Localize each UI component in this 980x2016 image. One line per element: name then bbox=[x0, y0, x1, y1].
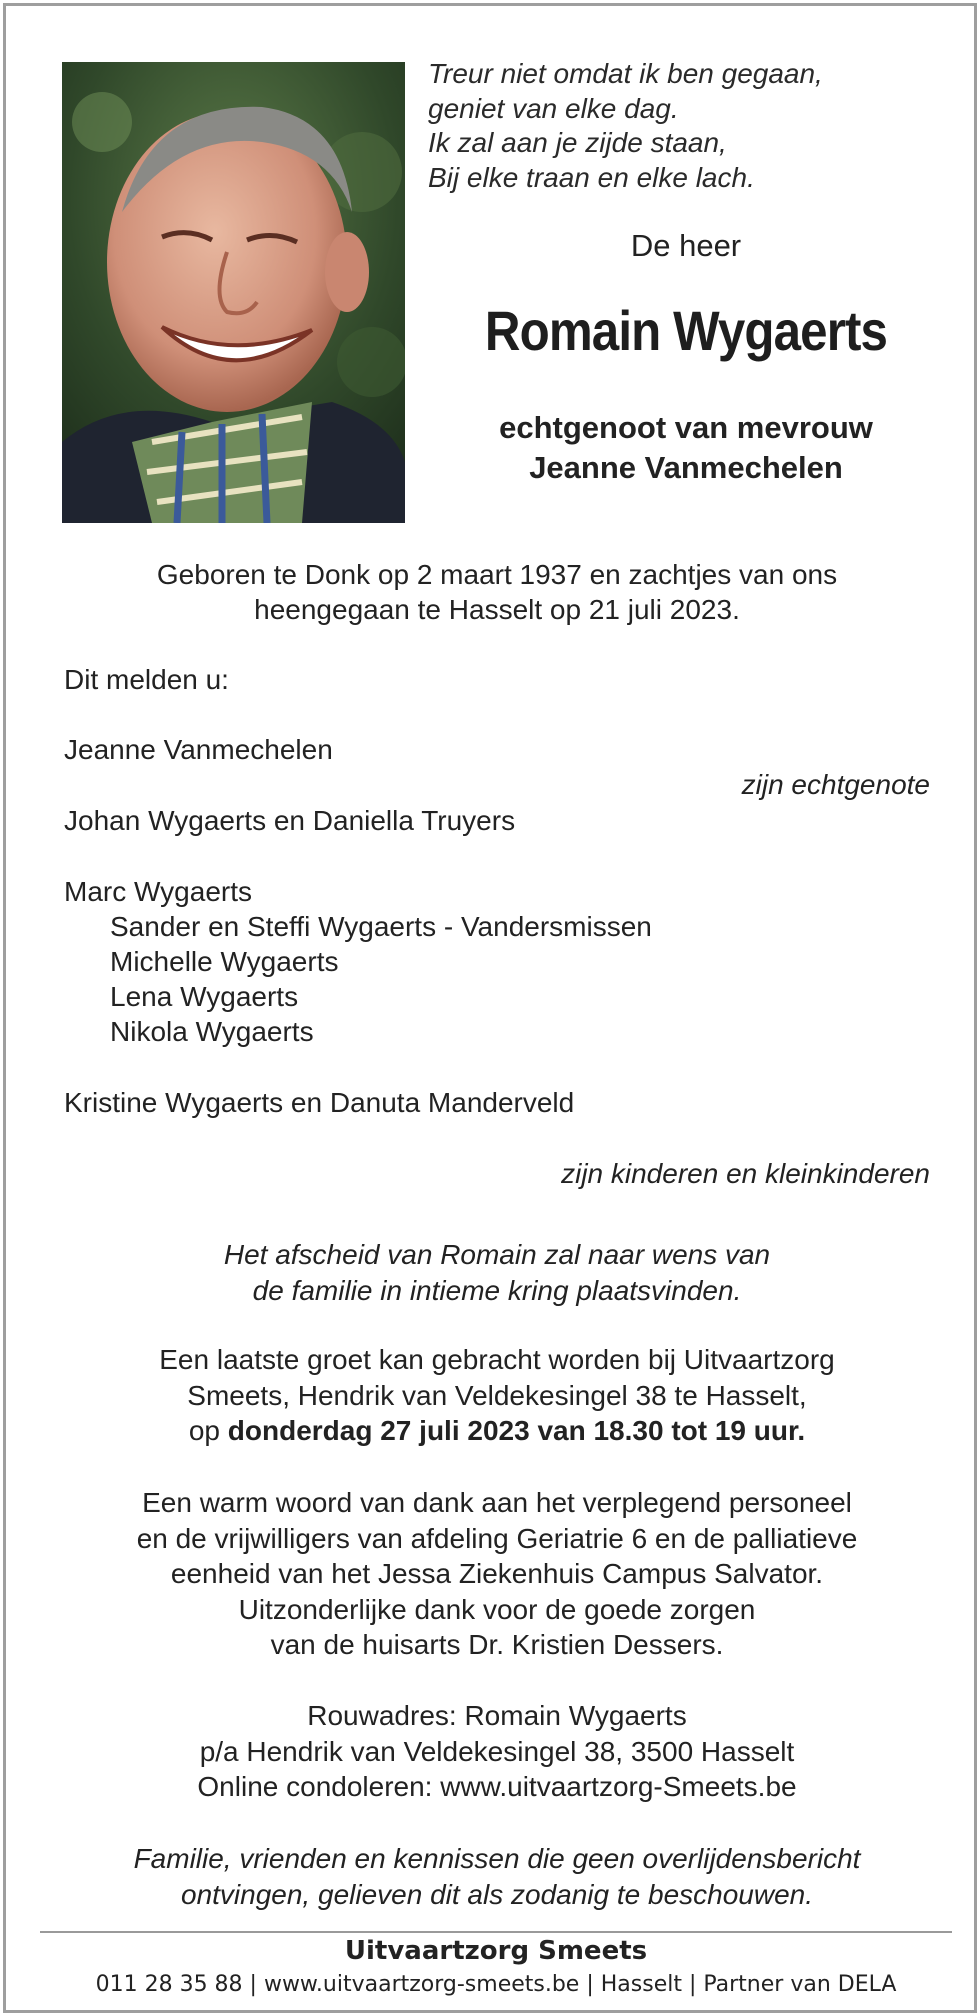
thanks-line: eenheid van het Jessa Ziekenhuis Campus Salvator. bbox=[170, 1558, 824, 1589]
death-line: heengegaan te Hasselt op 21 juli 2023. bbox=[254, 593, 740, 625]
obituary-card bbox=[3, 3, 977, 2013]
visitation-line: Smeets, Hendrik van Veldekesingel 38 te Hasselt, bbox=[187, 1379, 807, 1411]
poem-line: geniet van elke dag. bbox=[428, 92, 679, 124]
spouse-info bbox=[426, 408, 946, 488]
children-role: zijn kinderen en kleinkinderen bbox=[561, 1158, 930, 1189]
deceased-name: Romain Wygaerts bbox=[484, 299, 888, 362]
child-entry: Johan Wygaerts en Daniella Truyers bbox=[64, 805, 516, 836]
address-line: p/a Hendrik van Veldekesingel 38, 3500 Hasselt bbox=[199, 1735, 795, 1767]
footer-divider bbox=[40, 1931, 952, 1933]
family-intro: Dit melden u: bbox=[64, 664, 229, 695]
child-entry: Kristine Wygaerts en Danuta Manderveld bbox=[64, 1087, 575, 1118]
farewell-line: Het afscheid van Romain zal naar wens van bbox=[223, 1239, 771, 1270]
poem-line: Treur niet omdat ik ben gegaan, bbox=[428, 58, 823, 89]
funeral-home-name: Uitvaartzorg Smeets bbox=[344, 1936, 648, 1966]
birth-line: Geboren te Donk op 2 maart 1937 en zachtjes van ons bbox=[156, 559, 838, 590]
honorific: De heer bbox=[630, 228, 742, 263]
child-entry: Marc Wygaerts bbox=[64, 876, 253, 907]
grandchild-entry: Nikola Wygaerts bbox=[110, 1016, 314, 1047]
portrait-photo bbox=[62, 62, 405, 523]
grandchild-entry: Sander en Steffi Wygaerts - Vandersmissen bbox=[110, 911, 652, 942]
notice-line: ontvingen, gelieven dit als zodanig te beschouwen. bbox=[181, 1878, 813, 1910]
address-line: Rouwadres: Romain Wygaerts bbox=[307, 1700, 687, 1731]
funeral-home-contact: 011 28 35 88 | www.uitvaartzorg-smeets.be | Hasselt | Partner van DELA bbox=[95, 1972, 897, 1997]
spouse-name: Jeanne Vanmechelen bbox=[529, 450, 843, 485]
visitation-info bbox=[62, 1342, 932, 1449]
thanks-line: en de vrijwilligers van afdeling Geriatrie 6 en de palliatieve bbox=[136, 1522, 858, 1554]
spouse-role: zijn echtgenote bbox=[741, 769, 930, 800]
spouse-line: echtgenoot van mevrouw bbox=[499, 410, 873, 445]
visitation-datetime: donderdag 27 juli 2023 van 18.30 tot 19 uur. bbox=[227, 1415, 806, 1446]
visitation-line: Een laatste groet kan gebracht worden bij Uitvaartzorg bbox=[159, 1344, 835, 1375]
visitation-prefix: op bbox=[188, 1415, 221, 1446]
grandchild-entry: Michelle Wygaerts bbox=[110, 946, 339, 977]
thanks-message bbox=[62, 1485, 932, 1663]
thanks-line: van de huisarts Dr. Kristien Dessers. bbox=[270, 1629, 724, 1660]
mourning-address bbox=[62, 1698, 932, 1805]
thanks-line: Uitzonderlijke dank voor de goede zorgen bbox=[238, 1593, 756, 1625]
farewell-line: de familie in intieme kring plaatsvinden. bbox=[252, 1274, 742, 1306]
poem bbox=[428, 57, 948, 195]
notice-line: Familie, vrienden en kennissen die geen overlijdensbericht bbox=[133, 1843, 861, 1874]
grandchild-entry: Lena Wygaerts bbox=[110, 981, 299, 1012]
notice-text bbox=[62, 1841, 932, 1912]
poem-line: Ik zal aan je zijde staan, bbox=[428, 127, 727, 158]
poem-line: Bij elke traan en elke lach. bbox=[428, 161, 755, 193]
spouse-entry: Jeanne Vanmechelen bbox=[64, 734, 333, 765]
visitation-date-line bbox=[62, 1413, 932, 1449]
thanks-line: Een warm woord van dank aan het verplegend personeel bbox=[142, 1487, 852, 1518]
farewell-notice bbox=[62, 1237, 932, 1308]
birth-death-info bbox=[62, 558, 932, 627]
condolence-link: Online condoleren: www.uitvaartzorg-Smeets.be bbox=[197, 1771, 797, 1802]
